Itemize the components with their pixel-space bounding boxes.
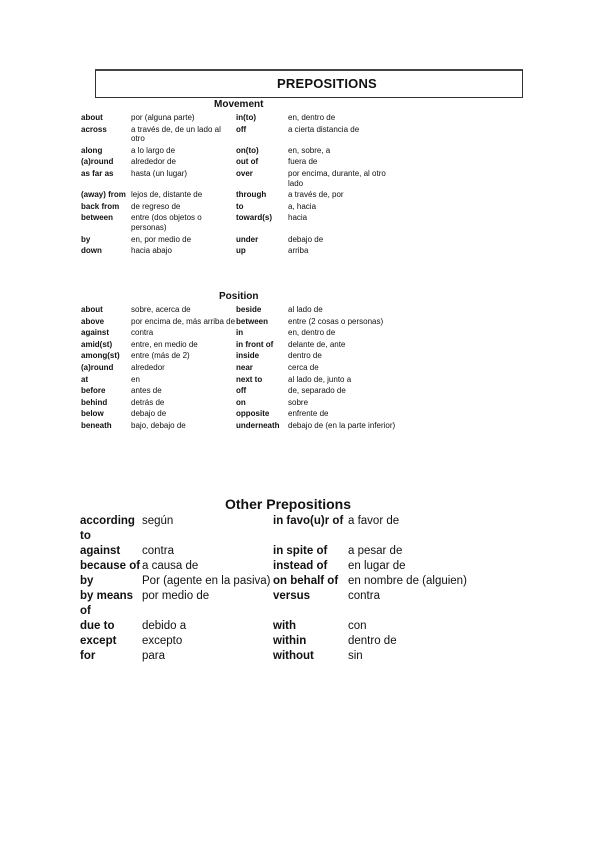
preposition-translation: por encima, durante, al otro lado (288, 168, 386, 188)
table-row (81, 213, 511, 232)
preposition-translation: debido a (142, 620, 187, 632)
preposition-term: with (273, 620, 296, 632)
preposition-term: off (236, 386, 247, 396)
preposition-term: according to (80, 515, 135, 542)
preposition-term: under (236, 234, 259, 244)
preposition-translation: por (alguna parte) (131, 113, 195, 122)
table-row (81, 351, 511, 361)
table-row (81, 317, 511, 327)
table-row (81, 305, 511, 315)
preposition-term: between (236, 316, 269, 326)
preposition-translation: debajo de (131, 409, 167, 419)
preposition-translation: en, sobre, a (288, 145, 331, 155)
preposition-translation: a pesar de (348, 545, 403, 557)
preposition-translation: dentro de (288, 351, 322, 361)
preposition-translation: a lo largo de (131, 145, 176, 155)
preposition-translation: fuera de (288, 157, 318, 167)
preposition-term: out of (236, 157, 259, 167)
table-row (81, 202, 511, 212)
preposition-translation: entre, en medio de (131, 339, 198, 349)
table-row (81, 328, 511, 338)
movement-title: Movement (214, 99, 264, 110)
preposition-term: by means of (80, 590, 134, 617)
preposition-term: on(to) (236, 145, 259, 155)
preposition-term: without (273, 650, 314, 662)
preposition-translation: en nombre de (alguien) (348, 575, 467, 587)
preposition-translation: hacia abajo (131, 246, 172, 256)
preposition-term: amid(st) (81, 339, 113, 349)
preposition-translation: sobre (288, 397, 309, 407)
preposition-term: in front of (236, 339, 274, 349)
preposition-translation: entre (más de 2) (131, 351, 190, 361)
preposition-term: inside (236, 351, 260, 361)
preposition-term: among(st) (81, 351, 120, 361)
table-row (81, 125, 511, 144)
preposition-term: over (236, 168, 253, 178)
preposition-term: opposite (236, 409, 270, 419)
preposition-translation: de, separado de (288, 386, 346, 396)
preposition-term: in favo(u)r of (273, 515, 344, 527)
preposition-translation: por medio de (142, 590, 210, 602)
preposition-translation: en, por medio de (131, 234, 192, 244)
preposition-term: behind (81, 397, 108, 407)
preposition-term: except (80, 635, 117, 647)
preposition-translation: en lugar de (348, 560, 406, 572)
preposition-term: toward(s) (236, 213, 272, 223)
preposition-term: at (81, 374, 89, 384)
table-row (80, 544, 500, 559)
table-row (81, 409, 511, 419)
table-row (81, 340, 511, 350)
preposition-translation: contra (131, 328, 154, 338)
preposition-term: down (81, 246, 102, 256)
preposition-translation: alrededor de (131, 157, 176, 167)
preposition-translation: contra (142, 545, 174, 557)
table-row (80, 649, 500, 664)
preposition-translation: debajo de (288, 234, 324, 244)
preposition-translation: enfrente de (288, 409, 329, 419)
table-row (81, 157, 511, 167)
table-row (80, 559, 500, 574)
preposition-term: beside (236, 305, 262, 314)
table-row (81, 246, 511, 256)
preposition-translation: según (142, 515, 174, 527)
preposition-translation: de regreso de (131, 201, 181, 211)
preposition-translation: dentro de (348, 635, 397, 647)
table-row (81, 113, 511, 123)
preposition-translation: al lado de (288, 305, 323, 314)
preposition-term: by (80, 575, 94, 587)
preposition-term: on (236, 397, 246, 407)
preposition-translation: alrededor (131, 362, 165, 372)
preposition-translation: contra (348, 590, 380, 602)
table-row (81, 235, 511, 245)
preposition-term: for (80, 650, 96, 662)
preposition-term: versus (273, 590, 311, 602)
preposition-translation: a, hacia (288, 201, 317, 211)
preposition-term: before (81, 386, 106, 396)
preposition-translation: al lado de, junto a (288, 374, 352, 384)
table-row (81, 421, 511, 431)
preposition-translation: delante de, ante (288, 339, 346, 349)
preposition-term: (a)round (81, 362, 114, 372)
preposition-translation: en, dentro de (288, 113, 336, 122)
preposition-translation: en (131, 374, 140, 384)
preposition-term: due to (80, 620, 115, 632)
preposition-translation: excepto (142, 635, 183, 647)
preposition-translation: para (142, 650, 166, 662)
table-row (81, 386, 511, 396)
preposition-term: across (81, 124, 107, 134)
preposition-term: next to (236, 374, 263, 384)
other-prepositions-table (80, 514, 500, 664)
preposition-translation: lejos de, distante de (131, 190, 203, 200)
preposition-term: in (236, 328, 244, 338)
preposition-term: within (273, 635, 307, 647)
page-title: PREPOSITIONS (277, 76, 377, 91)
preposition-term: as far as (81, 168, 114, 178)
preposition-translation: hacia (288, 213, 308, 223)
preposition-term: in(to) (236, 113, 256, 122)
preposition-term: through (236, 190, 267, 200)
preposition-term: in spite of (273, 545, 328, 557)
preposition-term: off (236, 124, 247, 134)
preposition-term: up (236, 246, 246, 256)
preposition-translation: a causa de (142, 560, 199, 572)
table-row (81, 146, 511, 156)
preposition-translation: por encima de, más arriba de (131, 316, 236, 326)
preposition-term: above (81, 316, 105, 326)
preposition-translation: cerca de (288, 362, 319, 372)
table-row (81, 190, 511, 200)
preposition-translation: entre (dos objetos o personas) (131, 213, 202, 232)
preposition-term: on behalf of (273, 575, 339, 587)
preposition-term: about (81, 113, 103, 122)
preposition-translation: hasta (un lugar) (131, 168, 188, 178)
preposition-term: along (81, 145, 103, 155)
preposition-term: near (236, 362, 253, 372)
preposition-term: (away) from (81, 190, 126, 200)
preposition-translation: detrás de (131, 397, 165, 407)
table-row (81, 398, 511, 408)
other-prepositions-title: Other Prepositions (225, 496, 352, 512)
table-row (81, 169, 511, 188)
preposition-term: (a)round (81, 157, 114, 167)
preposition-translation: bajo, debajo de (131, 420, 186, 430)
preposition-term: instead of (273, 560, 328, 572)
preposition-term: against (80, 545, 121, 557)
preposition-term: because of (80, 560, 141, 572)
preposition-term: underneath (236, 420, 280, 430)
preposition-term: between (81, 213, 114, 223)
preposition-term: by (81, 234, 91, 244)
table-row (80, 574, 500, 589)
preposition-translation: debajo de (en la parte inferior) (288, 420, 396, 430)
preposition-term: beneath (81, 420, 112, 430)
preposition-translation: a favor de (348, 515, 400, 527)
preposition-translation: arriba (288, 246, 309, 256)
preposition-translation: a cierta distancia de (288, 124, 360, 134)
preposition-term: to (236, 201, 244, 211)
position-table (81, 305, 511, 433)
table-row (80, 619, 500, 634)
preposition-term: below (81, 409, 104, 419)
preposition-translation: entre (2 cosas o personas) (288, 316, 384, 326)
table-row (81, 363, 511, 373)
preposition-translation: a través de, por (288, 190, 344, 200)
preposition-translation: a través de, de un lado al otro (131, 124, 221, 144)
preposition-translation: antes de (131, 386, 162, 396)
movement-table (81, 113, 511, 258)
preposition-term: against (81, 328, 110, 338)
preposition-term: about (81, 305, 103, 314)
preposition-translation: en, dentro de (288, 328, 336, 338)
preposition-translation: sin (348, 650, 363, 662)
preposition-translation: sobre, acerca de (131, 305, 191, 314)
table-row (81, 375, 511, 385)
table-row (80, 634, 500, 649)
table-row (80, 589, 500, 619)
table-row (80, 514, 500, 544)
preposition-translation: con (348, 620, 367, 632)
preposition-translation: Por (agente en la pasiva) (142, 575, 271, 587)
preposition-term: back from (81, 201, 120, 211)
position-title: Position (219, 291, 259, 302)
